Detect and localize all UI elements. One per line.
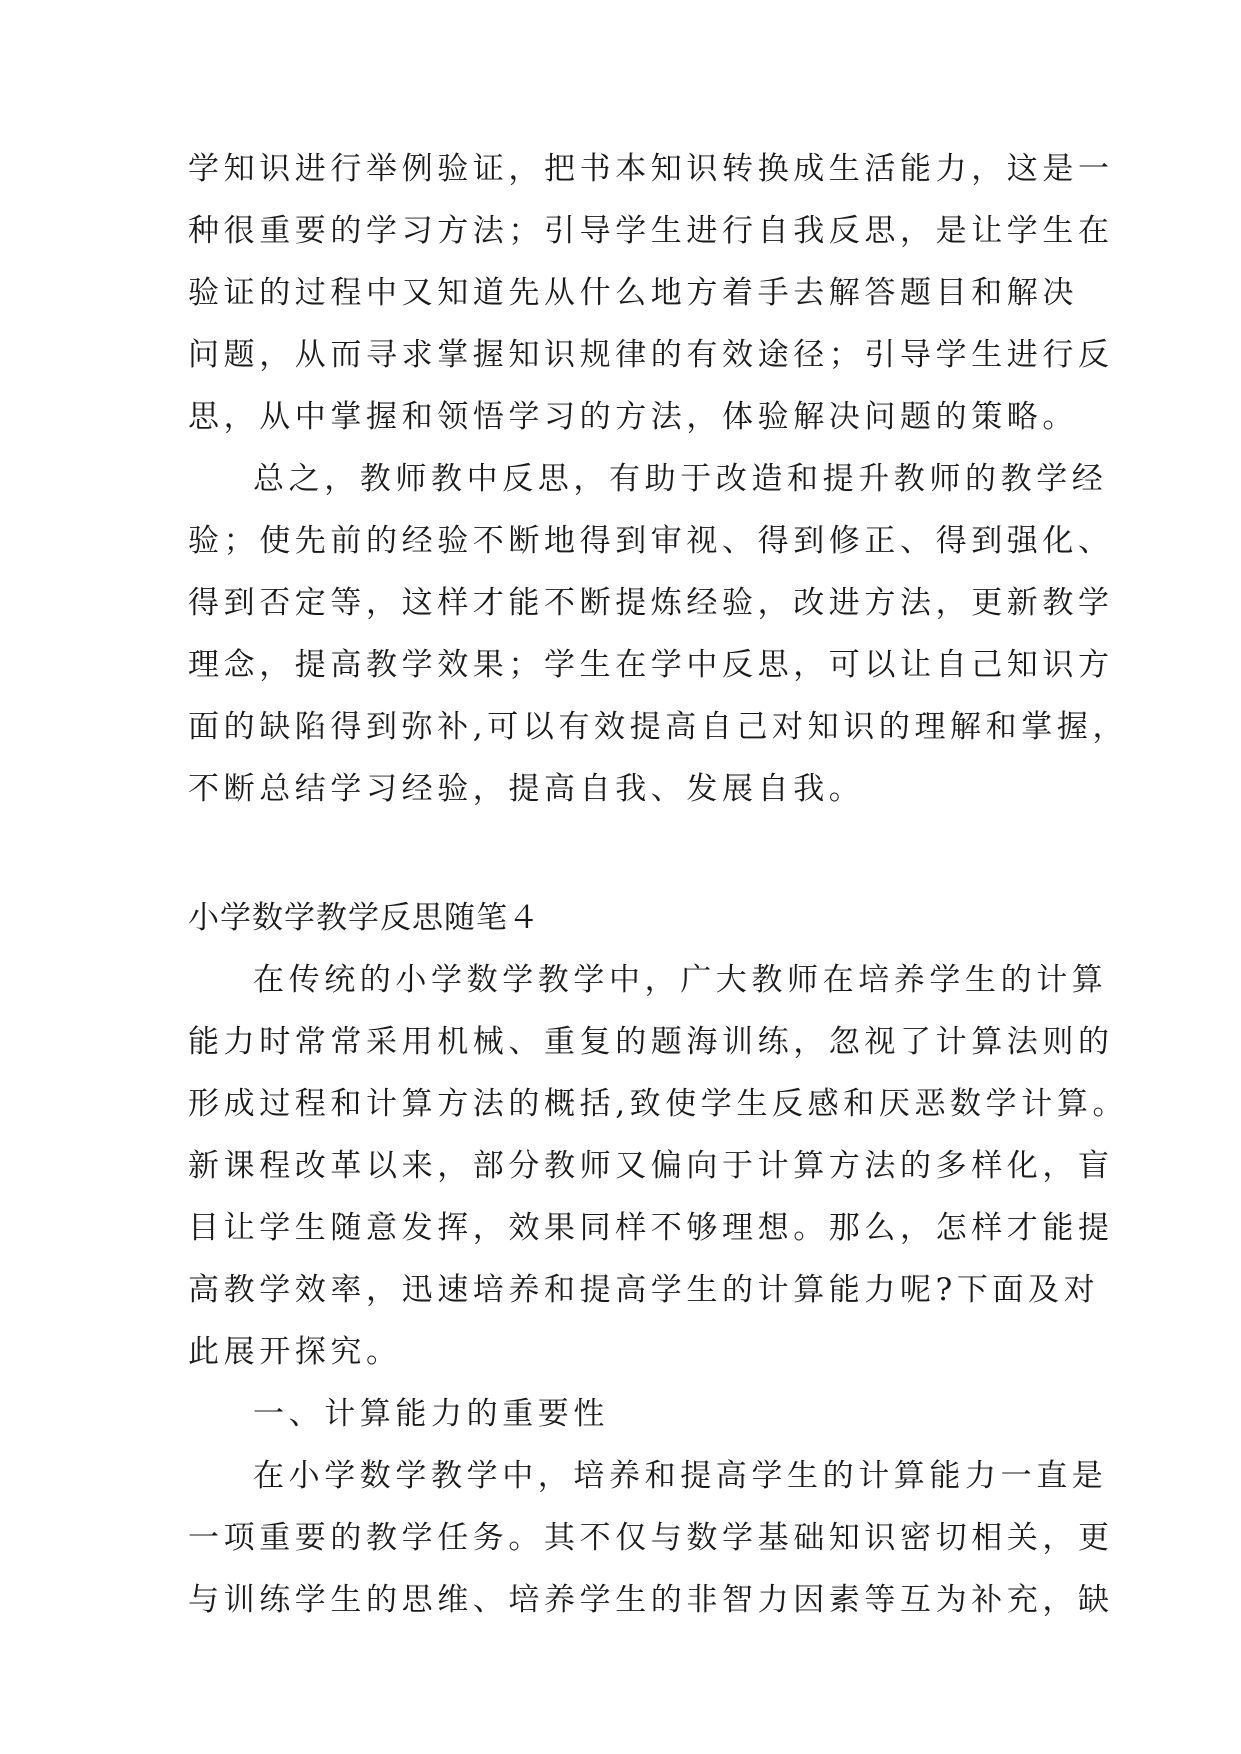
text-line: 在传统的小学数学教学中，广大教师在培养学生的计算 (253, 962, 1108, 998)
text-line: 高教学效率，迅速培养和提高学生的计算能力呢?下面及对 (188, 1272, 1100, 1308)
text-line: 验证的过程中又知道先从什么地方着手去解答题目和解决 (188, 275, 1078, 311)
text-line: 形成过程和计算方法的概括,致使学生反感和厌恶数学计算。 (188, 1086, 1129, 1122)
text-line: 面的缺陷得到弥补,可以有效提高自己对知识的理解和掌握， (188, 709, 1129, 745)
paragraph-section-3-tail (188, 150, 1114, 436)
subheading: 一、计算能力的重要性 (253, 1396, 609, 1432)
text-line: 学知识进行举例验证，把书本知识转换成生活能力，这是一 (188, 151, 1114, 187)
text-line: 不断总结学习经验，提高自我、发展自我。 (188, 771, 865, 807)
text-line: 能力时常常采用机械、重复的题海训练，忽视了计算法则的 (188, 1024, 1114, 1060)
text-line: 思，从中掌握和领悟学习的方法，体验解决问题的策略。 (188, 399, 1078, 435)
text-line: 理念，提高教学效果；学生在学中反思，可以让自己知识方 (188, 647, 1114, 683)
text-line: 种很重要的学习方法；引导学生进行自我反思，是让学生在 (188, 213, 1114, 249)
text-line: 问题，从而寻求掌握知识规律的有效途径；引导学生进行反 (188, 337, 1114, 373)
text-line: 与训练学生的思维、培养学生的非智力因素等互为补充，缺 (188, 1582, 1114, 1618)
paragraph-body (188, 1457, 1114, 1619)
text-line: 目让学生随意发挥，效果同样不够理想。那么，怎样才能提 (188, 1210, 1114, 1246)
text-line: 验；使先前的经验不断地得到审视、得到修正、得到强化、 (188, 523, 1114, 559)
text-line: 总之，教师教中反思，有助于改造和提升教师的教学经 (253, 461, 1108, 497)
section-title: 小学数学教学反思随笔４ (188, 900, 540, 936)
text-line: 此展开探究。 (188, 1334, 402, 1370)
paragraph-conclusion (188, 460, 1129, 808)
text-line: 在小学数学教学中，培养和提高学生的计算能力一直是 (253, 1458, 1108, 1494)
document-body (188, 150, 1129, 1643)
section-gap (188, 832, 1058, 899)
text-line: 新课程改革以来，部分教师又偏向于计算方法的多样化，盲 (188, 1148, 1114, 1184)
text-line: 一项重要的教学任务。其不仅与数学基础知识密切相关，更 (188, 1520, 1114, 1556)
paragraph-intro (188, 961, 1129, 1371)
text-line: 得到否定等，这样才能不断提炼经验，改进方法，更新教学 (188, 585, 1114, 621)
